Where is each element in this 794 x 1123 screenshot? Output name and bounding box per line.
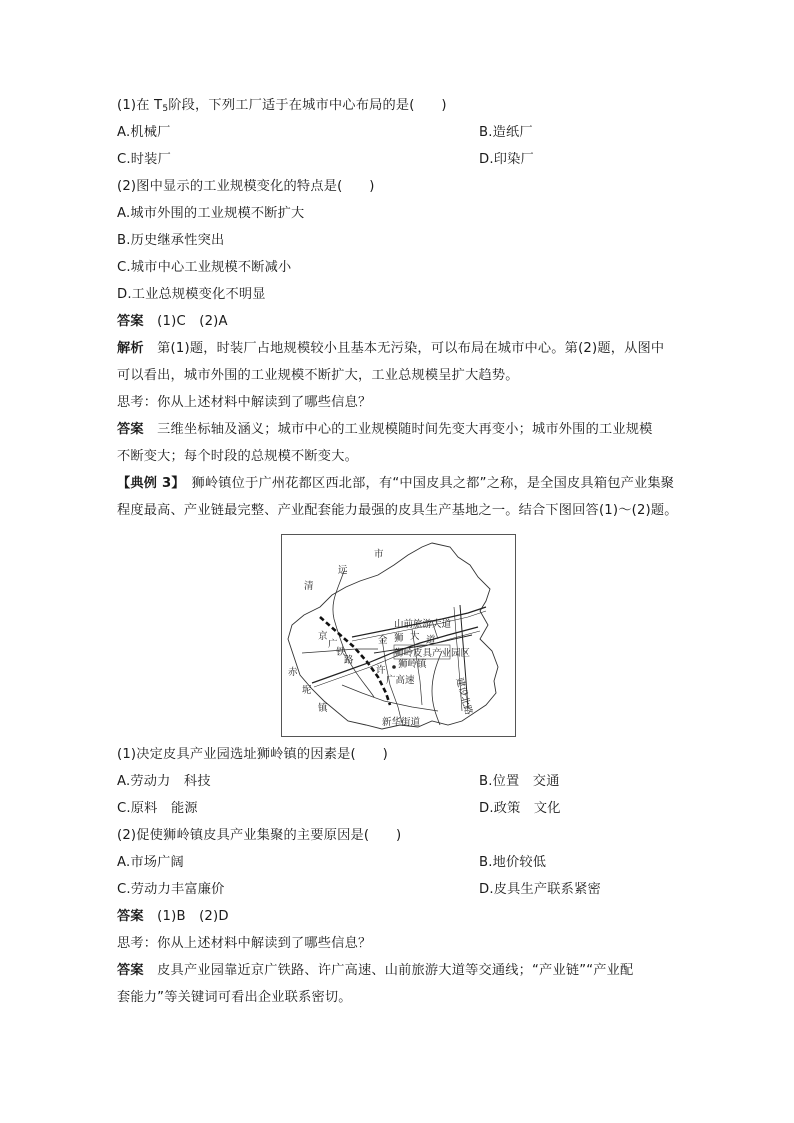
answer-line: 答案 (1)B (2)D — [117, 909, 229, 924]
analysis-line-2: 可以看出，城市外围的工业规模不断扩大，工业总规模呈扩大趋势。 — [117, 368, 519, 383]
label-ni: 坭 — [302, 685, 312, 696]
label-qing: 清 — [304, 581, 314, 592]
option-a: A.机械厂 — [117, 125, 171, 140]
label-jing: 京 — [318, 631, 328, 642]
question-4-options-row1 — [117, 854, 547, 872]
question-3-stem: (1)决定皮具产业园选址狮岭镇的因素是( ) — [117, 747, 388, 762]
option-d: D.工业总规模变化不明显 — [117, 287, 266, 302]
label-park: 狮岭皮具产业园区 — [394, 648, 471, 659]
label-dao: 道 — [426, 635, 436, 646]
example-label: 【典例 3】 — [117, 476, 179, 491]
example-heading: 【典例 3】 狮岭镇位于广州花都区西北部，有“中国皮具之都”之称，是全国皮具箱包产业集聚 — [117, 476, 675, 491]
answer-label: 答案 — [117, 963, 144, 978]
label-chi: 赤 — [288, 667, 298, 678]
label-jin: 金 — [378, 635, 388, 646]
think-question: 思考：你从上述材料中解读到了哪些信息？ — [117, 395, 372, 410]
answer-label: 答案 — [117, 314, 144, 329]
label-guang: 广 — [328, 639, 338, 650]
option-a: A.城市外围的工业规模不断扩大 — [117, 206, 305, 221]
question-3-options-row2 — [117, 800, 561, 818]
question-1-options-row2 — [117, 151, 534, 169]
jingguang-railway — [320, 617, 390, 705]
question-4-options-row2 — [117, 881, 601, 899]
example-line-2: 程度最高、产业链最完整、产业配套能力最强的皮具生产基地之一。结合下图回答(1)～(2)题。 — [117, 503, 678, 518]
question-1-stem: (1)在 $T_5$阶段，下列工厂适于在城市中心布局的是( ) — [117, 98, 447, 114]
label-lu: 路 — [344, 655, 354, 666]
option-d: D.皮具生产联系紧密 — [479, 882, 601, 897]
option-a: A.市场广阔 — [117, 855, 184, 870]
label-jianshe: 建设北路 — [453, 676, 474, 717]
question-1-options-row1 — [117, 124, 533, 142]
label-tie: 铁 — [336, 647, 346, 658]
label-shi-lion: 狮 — [394, 633, 404, 644]
answer-label: 答案 — [117, 422, 144, 437]
analysis-line: 解析 第(1)题，时装厂占地规模较小且基本无污染，可以布局在城市中心。第(2)题，从图中 — [117, 341, 665, 356]
think-answer: 答案 三维坐标轴及涵义；城市中心的工业规模随时间先变大再变小；城市外围的工业规模 — [117, 422, 653, 437]
answer-label: 答案 — [117, 909, 144, 924]
answer-line: 答案 (1)C (2)A — [117, 314, 228, 329]
analysis-label: 解析 — [117, 341, 144, 356]
option-b: B.历史继承性突出 — [117, 233, 225, 248]
option-a: A.劳动力 科技 — [117, 774, 211, 789]
label-town: 狮岭镇 — [398, 659, 427, 670]
option-c: C.原料 能源 — [117, 801, 198, 816]
option-b: B.地价较低 — [479, 855, 547, 870]
question-3-options-row1 — [117, 773, 560, 791]
option-d: D.印染厂 — [479, 152, 534, 167]
label-shi: 市 — [374, 549, 384, 560]
question-4-stem: (2)促使狮岭镇皮具产业集聚的主要原因是( ) — [117, 828, 402, 843]
option-c: C.时装厂 — [117, 152, 171, 167]
river-2 — [432, 651, 442, 725]
label-xinhua: 新华街道 — [382, 717, 421, 728]
option-c: C.城市中心工业规模不断减小 — [117, 260, 292, 275]
option-b: B.位置 交通 — [479, 774, 560, 789]
question-2-stem: (2)图中显示的工业规模变化的特点是( ) — [117, 179, 375, 194]
option-c: C.劳动力丰富廉价 — [117, 882, 225, 897]
label-da: 大 — [410, 631, 420, 642]
think-question: 思考：你从上述材料中解读到了哪些信息？ — [117, 936, 372, 951]
town-center — [392, 665, 396, 669]
label-highway: 广高速 — [386, 675, 415, 686]
think-answer: 答案 皮具产业园靠近京广铁路、许广高速、山前旅游大道等交通线；“产业链”“产业配 — [117, 963, 634, 978]
option-d: D.政策 文化 — [479, 801, 561, 816]
think-answer-line-2: 套能力”等关键词可看出企业联系密切。 — [117, 990, 352, 1005]
label-xu: 许 — [376, 665, 386, 676]
label-shanqian: 山前旅游大道 — [394, 619, 452, 630]
think-answer-line-2: 不断变大；每个时段的总规模不断变大。 — [117, 449, 358, 464]
shiling-map — [281, 534, 516, 737]
label-yuan: 远 — [338, 565, 348, 576]
map-drawing — [282, 535, 515, 736]
option-b: B.造纸厂 — [479, 125, 533, 140]
label-zhen: 镇 — [318, 703, 328, 714]
